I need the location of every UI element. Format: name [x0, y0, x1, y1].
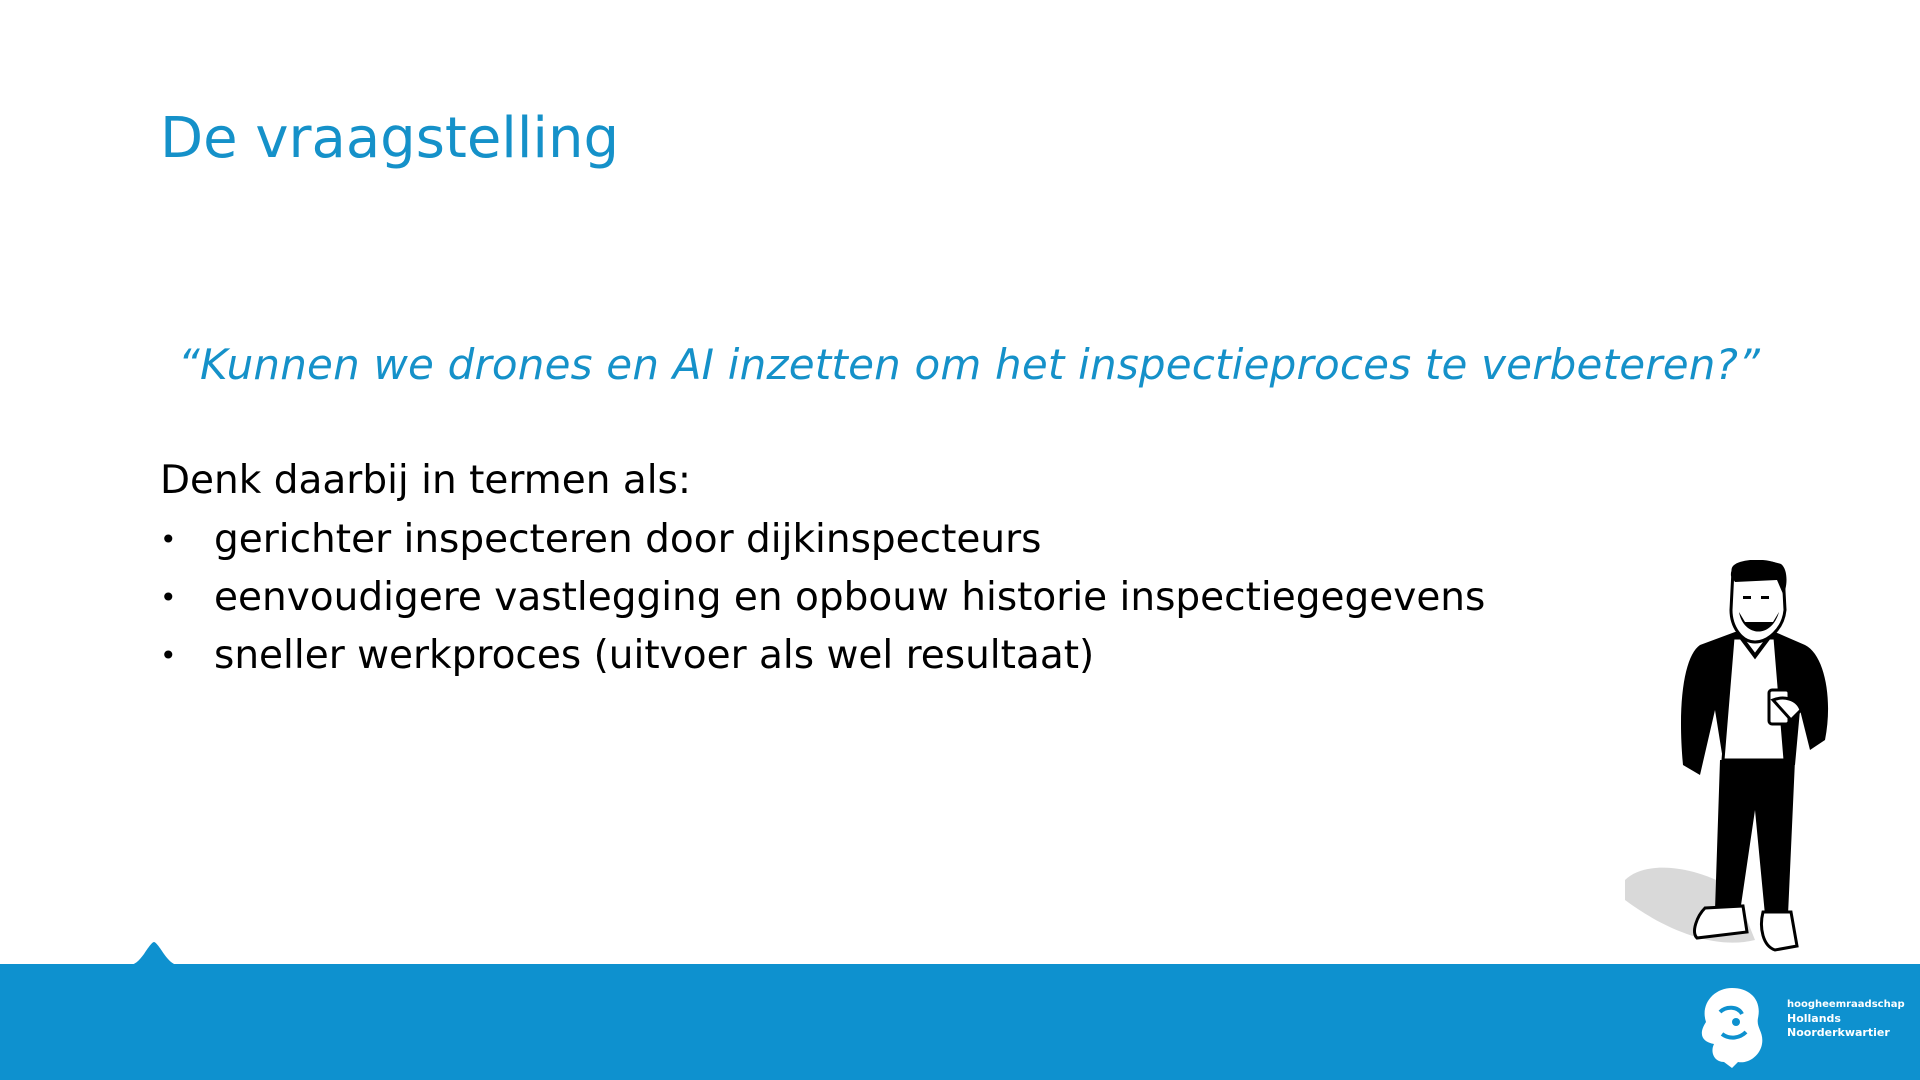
- footer-notch: [124, 940, 184, 966]
- bullet-text: eenvoudigere vastlegging en opbouw historie inspectiegegevens: [214, 575, 1486, 620]
- logo-wordmark: [1787, 998, 1905, 1040]
- bullet-dot: •: [160, 523, 177, 556]
- logo-line-2: Hollands: [1787, 1012, 1841, 1025]
- lion-logo-icon: [1692, 982, 1772, 1068]
- bullet-text: sneller werkproces (uitvoer als wel resultaat): [214, 633, 1095, 678]
- logo-line-1: hoogheemraadschap: [1787, 999, 1905, 1010]
- bullet-dot: •: [160, 581, 177, 614]
- logo-line-3: Noorderkwartier: [1787, 1026, 1890, 1039]
- intro-text: Denk daarbij in termen als:: [160, 458, 692, 503]
- bullet-text: gerichter inspecteren door dijkinspecteurs: [214, 517, 1042, 562]
- person-with-coffee-illustration: [1605, 560, 1875, 960]
- slide-title: De vraagstelling: [160, 106, 620, 171]
- bullet-dot: •: [160, 639, 177, 672]
- footer-bar: [0, 964, 1920, 1080]
- question-quote: “Kunnen we drones en AI inzetten om het inspectieproces te verbeteren?”: [178, 340, 1761, 389]
